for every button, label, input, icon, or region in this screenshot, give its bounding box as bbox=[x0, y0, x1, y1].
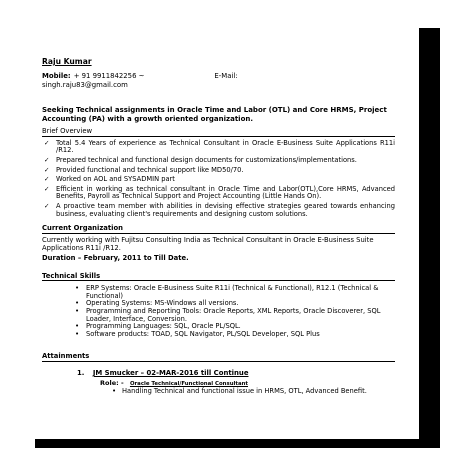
check-icon: ✓ bbox=[44, 165, 50, 174]
attainments-heading: Attainments bbox=[42, 352, 395, 362]
mobile-label: Mobile: bbox=[42, 72, 71, 80]
role-value: Oracle Technical/Functional Consultant bbox=[129, 380, 249, 387]
resume-page bbox=[14, 14, 419, 439]
email-label: E-Mail: bbox=[214, 72, 238, 80]
technical-skills-list bbox=[42, 285, 395, 338]
bullet-icon: • bbox=[75, 299, 80, 308]
attainment-item bbox=[77, 369, 395, 377]
email-value: singh.raju83@gmail.com bbox=[42, 80, 128, 89]
role-responsibilities-list bbox=[42, 388, 395, 396]
check-icon: ✓ bbox=[44, 184, 50, 193]
contact-block bbox=[42, 72, 395, 89]
list-item: ✓ Total 5.4 Years of experience as Technical Consultant in Oracle E-Business Suite Applications R11i /R12. bbox=[44, 138, 395, 155]
contact-row bbox=[42, 72, 395, 81]
list-item: ✓ Worked on AOL and SYSADMIN part bbox=[44, 175, 175, 184]
bullet-icon: • bbox=[75, 284, 80, 293]
list-item: ✓ Efficient in working as technical consultant in Oracle Time and Labor(OTL),Core HRMS, Advanced Benefits, Payroll as Technical Support and Project Accounting (Little Hands On). bbox=[44, 184, 395, 201]
list-item: ✓ Prepared technical and functional design documents for customizations/implementations. bbox=[44, 156, 357, 165]
check-icon: ✓ bbox=[44, 138, 50, 147]
check-icon: ✓ bbox=[44, 156, 50, 165]
technical-skills-heading: Technical Skills bbox=[42, 272, 395, 282]
current-organization-heading: Current Organization bbox=[42, 224, 395, 234]
list-item: • Programming and Reporting Tools: Oracle Reports, XML Reports, Oracle Discoverer, SQL Loader, Interface, Conversion. bbox=[75, 307, 381, 323]
bullet-icon: • bbox=[75, 329, 80, 338]
organization-text: Currently working with Fujitsu Consulting India as Technical Consultant in Oracle E-Business Suite Applications R11i /R12. bbox=[42, 235, 374, 252]
mobile-value: + 91 9911842256 ~ bbox=[73, 72, 145, 80]
check-icon: ✓ bbox=[44, 202, 50, 211]
candidate-name: Raju Kumar bbox=[42, 57, 92, 66]
list-item: • Software products: TOAD, SQL Navigator, PL/SQL Developer, SQL Plus bbox=[75, 329, 320, 338]
list-item: • Programming Languages: SQL, Oracle PL/SQL. bbox=[75, 322, 241, 331]
list-item: • Handling Technical and functional issue in HRMS, OTL, Advanced Benefit. bbox=[112, 386, 367, 395]
brief-overview-heading: Brief Overview bbox=[42, 127, 395, 137]
bullet-icon: • bbox=[75, 307, 80, 315]
objective-statement: Seeking Technical assignments in Oracle Time and Labor (OTL) and Core HRMS, Project Accounting (PA) with a growth oriented organization. bbox=[42, 106, 387, 123]
list-item: ✓ Provided functional and technical support like MD50/70. bbox=[44, 165, 244, 174]
attainment-company: JM Smucker – 02-MAR-2016 till Continue bbox=[92, 368, 249, 377]
attainment-number: 1. bbox=[77, 368, 85, 377]
organization-duration: Duration – February, 2011 to Till Date. bbox=[42, 253, 189, 262]
bullet-icon: • bbox=[112, 386, 117, 395]
attainment-role bbox=[100, 379, 395, 387]
list-item: • ERP Systems: Oracle E-Business Suite R11i (Technical & Functional), R12.1 (Technical & Functional) bbox=[75, 284, 379, 300]
list-item: • Operating Systems: MS-Windows all versions. bbox=[75, 299, 239, 308]
check-icon: ✓ bbox=[44, 175, 50, 184]
list-item: ✓ A proactive team member with abilities in devising effective strategies geared towards enhancing business, evaluating client's requirements and designing custom solutions. bbox=[44, 202, 395, 218]
role-label: Role: - bbox=[100, 378, 124, 387]
spacer bbox=[42, 338, 395, 348]
brief-overview-list bbox=[42, 140, 395, 218]
bullet-icon: • bbox=[75, 322, 80, 331]
